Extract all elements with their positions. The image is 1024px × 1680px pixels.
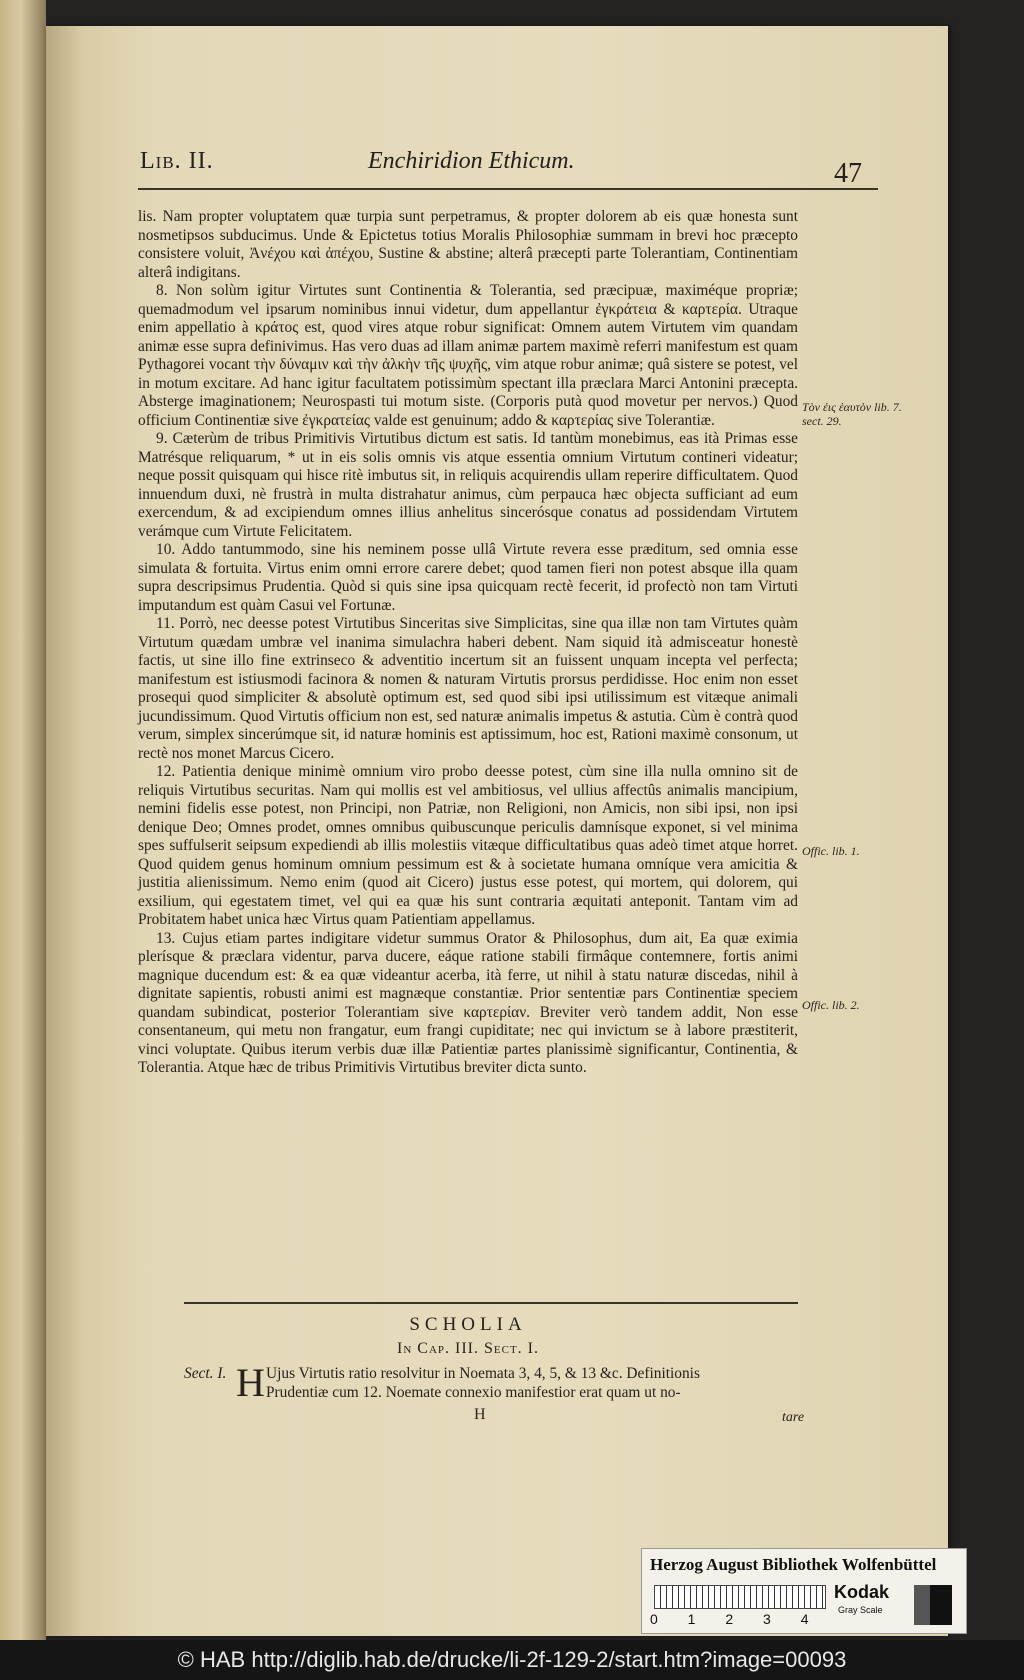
book-page — [46, 26, 948, 1636]
paragraph-11: 11. Porrò, nec deesse potest Virtutibus Sinceritas sive Simplicitas, sine qua illæ non tam Virtutes quàm Virtutum quædam umbræ vel inanima simulachra haberi debent. Nam siquid ità admisceatur honestè factis, ut sine illo fine extrinseco & adventitio incertum sit an fuissent unquam incepta vel perfecta; manifestum est istiusmodi facinora & nomen & naturam Virtutis prorsus perdidisse. Hoc enim non esset prosequi quod simpliciter & absolutè optimum est, sed quod sibi ipsi utilissimum est vitæque animali jucundissimum. Quod Virtutis officium non est, sed naturæ animalis impetus & astutia. Cùm è contrà quod verum, simplex sincerúmque sit, id naturæ hominis est aptissimum, hoc est, Rationi maximè consonum, ut rectè nos monet Marcus Cicero. — [138, 615, 798, 762]
signature-mark: H — [474, 1406, 486, 1423]
scholia-title: SCHOLIA — [409, 1314, 527, 1335]
margin-note-antoninus: Τὸν ἐις ἑαυτὸν lib. 7. sect. 29. — [802, 400, 902, 428]
book-part: Lib. II. — [140, 148, 214, 174]
paragraph-continuation: lis. Nam propter voluptatem quæ turpia sunt perpetramus, & propter dolorem ab eis quæ honesta sunt nosmetipsos subducimus. Unde & Epictetus totius Moralis Philosophiæ summam in brevi hoc præcepto consistere voluit, Ἀνέχου καὶ ἀπέχου, Sustine & abstine; alterâ præcepti parte Tolerantiam, Continentiam alterâ indigitans. — [138, 208, 798, 281]
library-name: Herzog August Bibliothek Wolfenbüttel — [650, 1555, 937, 1574]
running-title: Enchiridion Ethicum. — [368, 148, 575, 174]
page-number: 47 — [834, 158, 862, 189]
black-swatch — [930, 1585, 952, 1625]
color-card — [641, 1548, 967, 1634]
scholia-section-label: Sect. I. — [184, 1365, 227, 1382]
paragraph-12: 12. Patientia denique minimè omnium viro probo deesse potest, cùm sine illa nulla omnino sit de reliquis Virtutibus securitas. Nam qui mollis est vel ambitiosus, vel ullius affectûs animalis mancipium, nemini fidelis esse potest, non Principi, non Patriæ, non Religioni, non Amicis, non sibi ipsi, non ipsi denique Deo; Omnes prodet, omnes omnibus quibuscunque periculis damnísque exponet, si vel minima spes suffulserit seipsum expediendi ab illis molestiis vitæque difficultatibus quas adeò timet atque horret. Quod quidem genus hominum omnium pessimum est & à societate humana omníque vera amicitia & justitia alienissimum. Nemo enim (quod ait Cicero) justus esse potest, qui mortem, qui dolorem, qui exsilium, qui egestatem timet, vel qui ea quæ his sunt contraria æquitati anteponit. Tantam vim ad Probitatem habet unica hæc Virtus quam Patientiam appellamus. — [138, 763, 798, 928]
copyright-footer: © HAB http://diglib.hab.de/drucke/li-2f-129-2/start.htm?image=00093 — [0, 1640, 1024, 1680]
catchword: tare — [782, 1410, 805, 1425]
kodak-logo: Kodak — [834, 1582, 890, 1602]
paragraph-10: 10. Addo tantummodo, sine his neminem posse ullâ Virtute revera esse præditum, sed omnia esse simulata & fortuita. Virtus enim omni errore carere debet; quod tamen fieri non potest absque illa quam supra descripsimus Prudentia. Quòd si quis sine ipsa quicquam rectè fecerit, id profectò non tam Virtuti imputandum est quàm Casui vel Fortunæ. — [138, 541, 798, 614]
margin-note-offic-2: Offic. lib. 2. — [802, 998, 860, 1012]
scholia-line-2: Prudentiæ cum 12. Noemate connexio manifestior erat quam ut no- — [266, 1384, 681, 1401]
section-rule — [184, 1302, 798, 1304]
paragraph-9: 9. Cæterùm de tribus Primitivis Virtutibus dictum est satis. Id tantùm monebimus, eas ità Primas esse Matrésque reliquarum, * ut in eis solis omnis vis atque essentia omnium Virtutum contineri videatur; neque possit quisquam qui hisce ritè imbutus sit, in reliquis acquirendis ullam reperire difficultatem. Quod innuendum duxi, nè frustrà in multa distrahatur animus, cùm perpauca hæc objecta sufficiant ad eum exercendum, & ad excipiendum omnes illius anhelitus sincerósque conatus ad possidendam Virtutem verámque cum Virtute Felicitatem. — [138, 430, 798, 540]
scale-numbers: 0 1 2 3 4 — [650, 1611, 809, 1627]
paragraph-13: 13. Cujus etiam partes indigitare videtur summus Orator & Philosophus, dum ait, Ea quæ eximia plerísque & præclara videntur, parva ducere, eáque ratione stabili firmâque contemnere, fortis animi magnique ducendum est: & ea quæ videantur acerba, ità ferre, ut nihil à statu naturæ discedas, nihil à dignitate sapientis, robusti animi est magnæque constantiæ. Prior sententiæ pars Continentiæ speciem quandam subindicat, posterior Tolerantiam sive καρτερίαν. Breviter verò tandem addit, Non esse consentaneum, qui metu non frangatur, eum frangi cupiditate; nec qui invictum se à labore præstiterit, vinci voluptate. Quibus iterum verbis duæ illæ Patientiæ partes planissimè significantur, Continentia, & Tolerantia. Atque hæc de tribus Primitivis Virtutibus breviter dicta sunto. — [138, 929, 798, 1076]
gray-scale-ruler — [654, 1585, 826, 1609]
drop-cap: H — [236, 1360, 265, 1405]
running-header — [138, 134, 878, 190]
paragraph-8: 8. Non solùm igitur Virtutes sunt Continentia & Tolerantia, sed præcipuæ, maximéque propriæ; quemadmodum vel ipsarum nominibus innui videtur, dum appellantur ἐγκράτεια & καρτερία. Utraque enim appellatio à κράτος est, quod vires atque robur significat: Omnem autem Virtutem vim quandam animæ esse supra definivimus. Has vero duas ad illam animæ partem maximè referri manifestum est quam Pythagorei vocant τὴν δύναμιν καὶ τὴν ἀλκὴν τῆς ψυχῆς, vim atque robur animæ; quâ sistere se potest, vel in motum excitare. Ad hanc igitur facultatem potissimùm spectant illa præclara Marci Antonini præcepta. Absterge imaginationem; Neurospasti tui motum siste. (Corporis putà quod movetur per nervos.) Quod officium Continentiæ sive ἐγκρατείας valde est genuinum; addo & καρτερίας sive Tolerantiæ. — [138, 282, 798, 429]
scholia-subtitle: In Cap. III. Sect. I. — [397, 1340, 539, 1357]
margin-note-offic-1: Offic. lib. 1. — [802, 844, 860, 858]
main-text — [138, 208, 798, 1078]
gray-swatch — [914, 1585, 930, 1625]
previous-page-edge — [0, 0, 46, 1640]
scholia-line-1: Ujus Virtutis ratio resolvitur in Noemata 3, 4, 5, & 13 &c. Definitionis — [266, 1365, 700, 1382]
gray-scale-caption: Gray Scale — [838, 1605, 883, 1615]
